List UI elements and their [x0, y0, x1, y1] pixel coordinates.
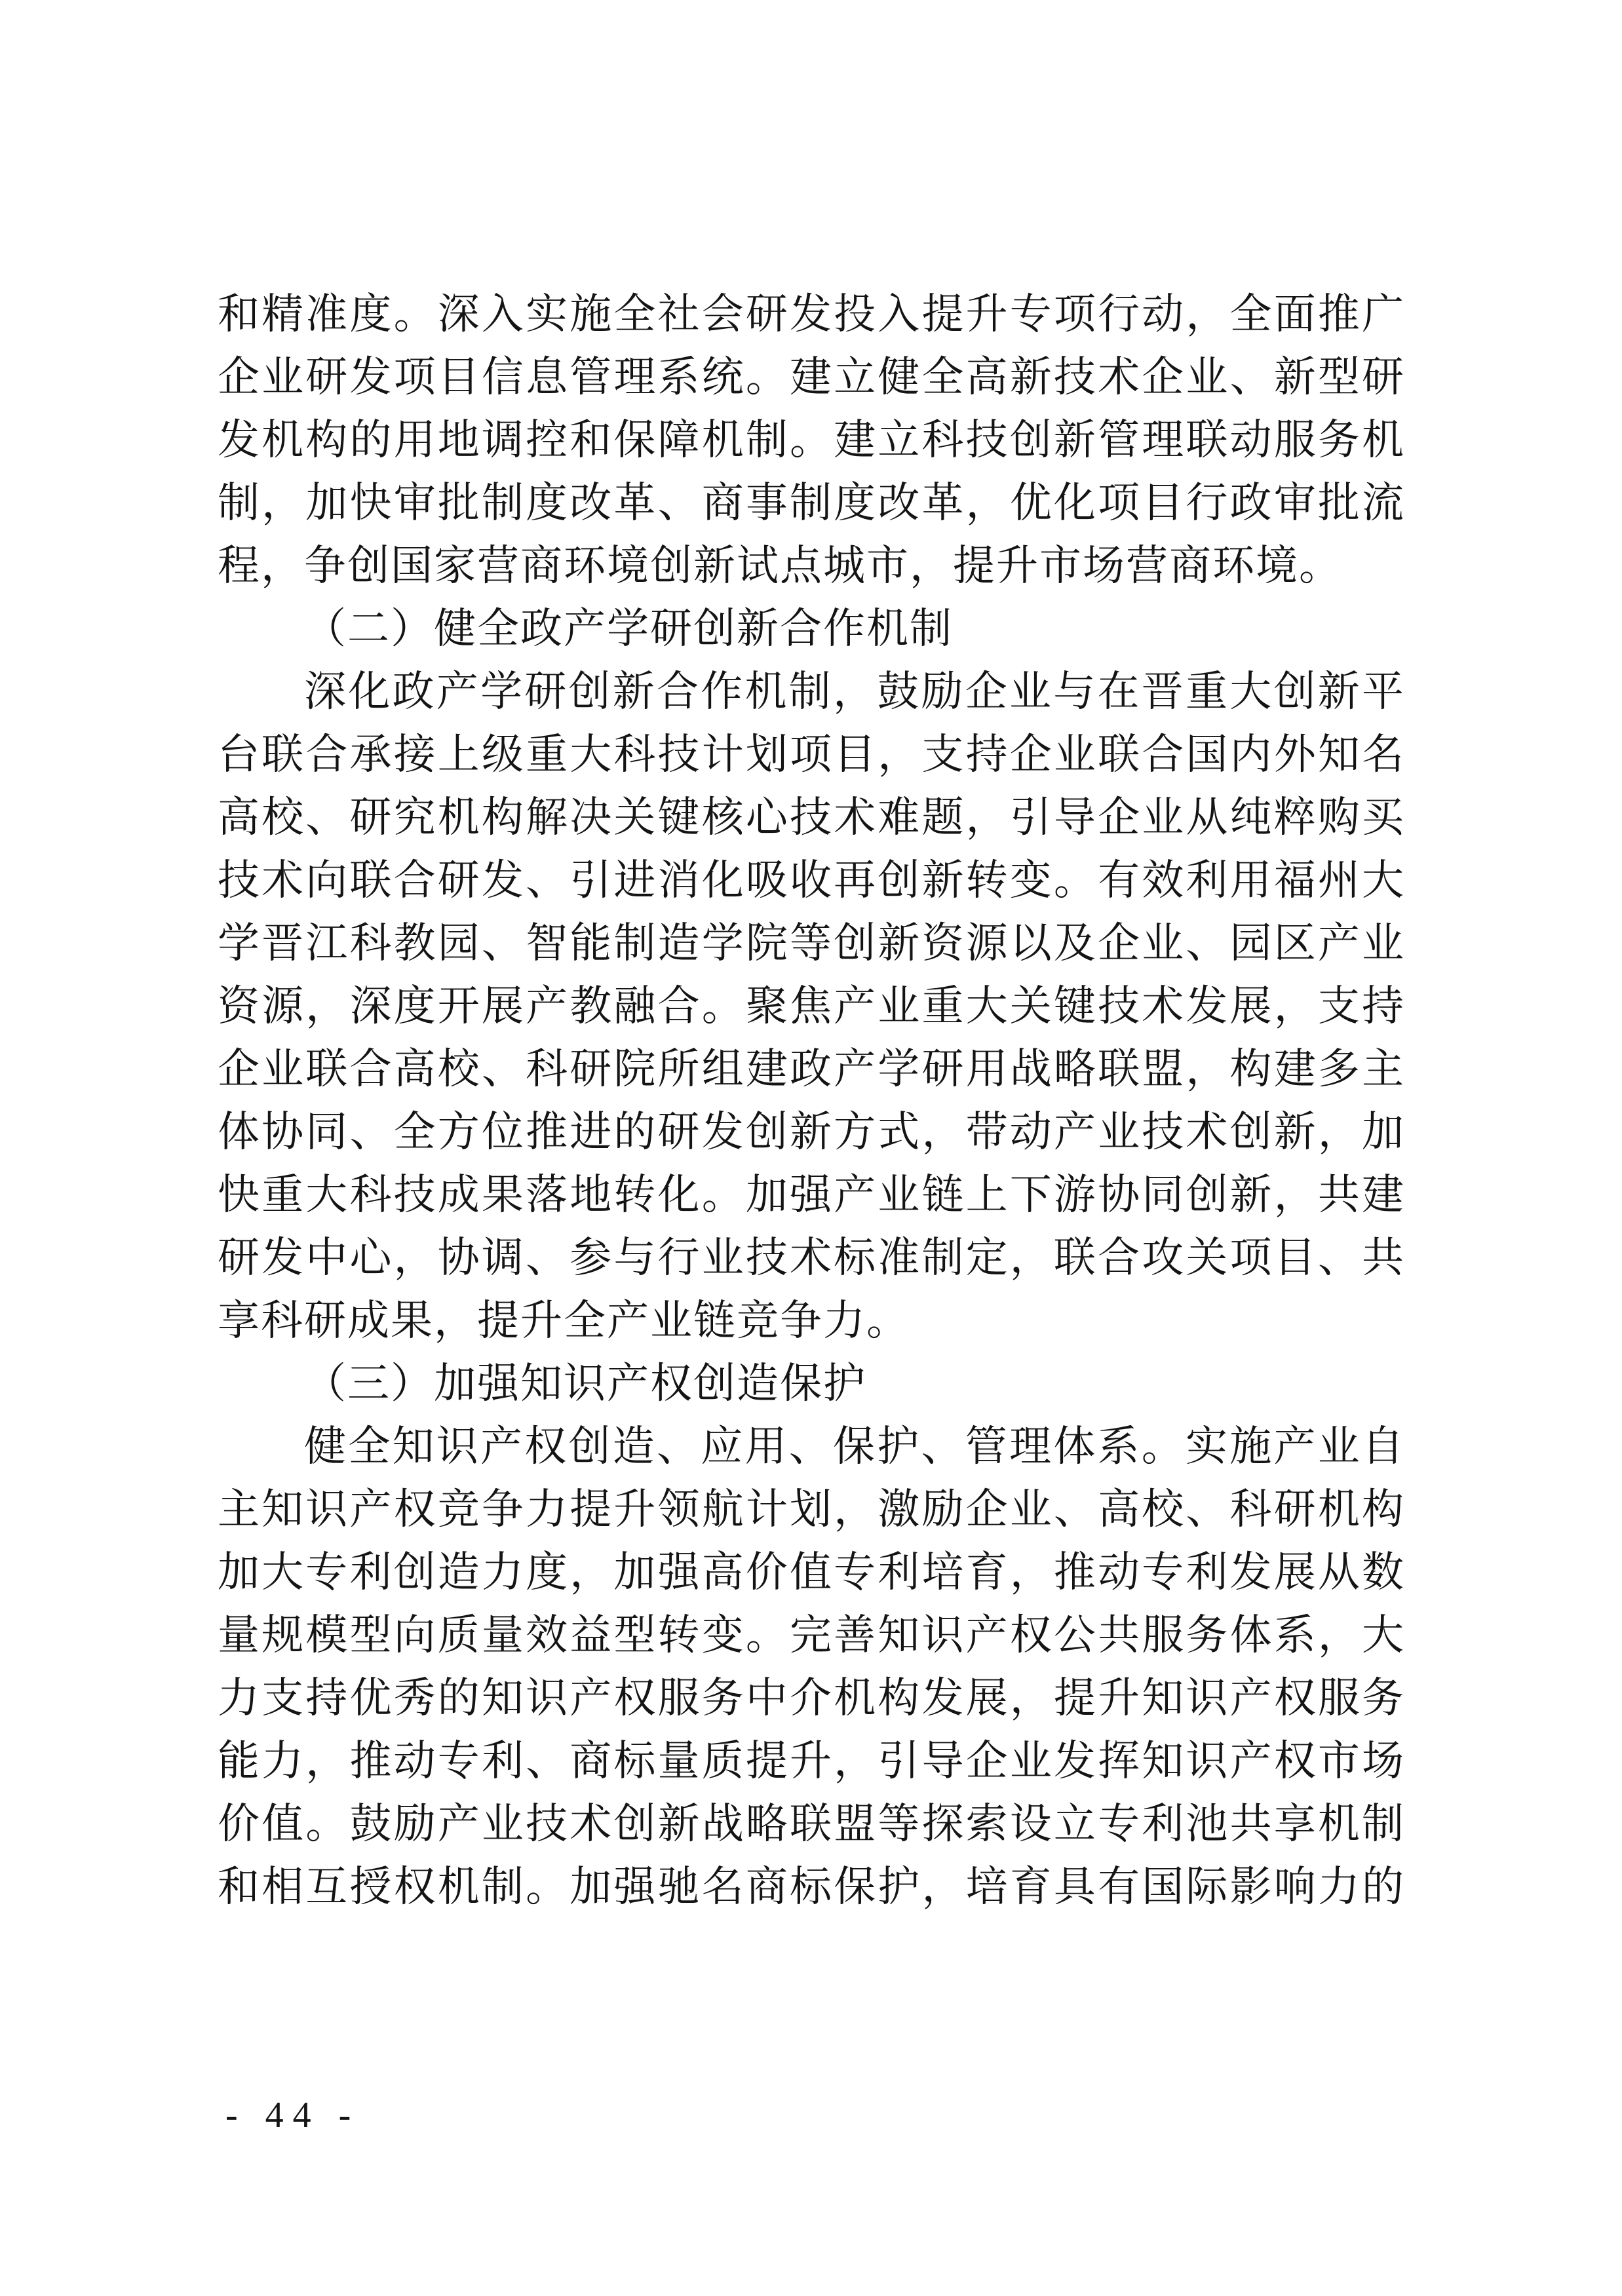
section-heading-2: （二）健全政产学研创新合作机制 — [304, 605, 953, 652]
para2-line-1: 深化政产学研创新合作机制，鼓励企业与在晋重大创新平 — [304, 668, 1405, 715]
para1-line-5: 程，争创国家营商环境创新试点城市，提升市场营商环境。 — [218, 543, 1342, 589]
para3-line-5: 力支持优秀的知识产权服务中介机构发展，提升知识产权服务 — [218, 1675, 1405, 1721]
para2-line-4: 技术向联合研发、引进消化吸收再创新转变。有效利用福州大 — [218, 857, 1405, 904]
para2-line-5: 学晋江科教园、智能制造学院等创新资源以及企业、园区产业 — [218, 920, 1405, 966]
para2-line-8: 体协同、全方位推进的研发创新方式，带动产业技术创新，加 — [218, 1109, 1405, 1155]
para3-line-3: 加大专利创造力度，加强高价值专利培育，推动专利发展从数 — [218, 1549, 1405, 1596]
para1-line-4: 制，加快审批制度改革、商事制度改革，优化项目行政审批流 — [218, 480, 1405, 526]
para1-line-2: 企业研发项目信息管理系统。建立健全高新技术企业、新型研 — [218, 354, 1405, 400]
para3-line-7: 价值。鼓励产业技术创新战略联盟等探索设立专利池共享机制 — [218, 1801, 1405, 1847]
para2-line-2: 台联合承接上级重大科技计划项目，支持企业联合国内外知名 — [218, 731, 1405, 778]
para3-line-2: 主知识产权竞争力提升领航计划，激励企业、高校、科研机构 — [218, 1486, 1405, 1533]
para2-line-10: 研发中心，协调、参与行业技术标准制定，联合攻关项目、共 — [218, 1234, 1405, 1281]
para1-line-3: 发机构的用地调控和保障机制。建立科技创新管理联动服务机 — [218, 417, 1405, 463]
para2-line-6: 资源，深度开展产教融合。聚焦产业重大关键技术发展，支持 — [218, 983, 1405, 1029]
page-number: - 44 - — [225, 2095, 360, 2135]
para2-line-9: 快重大科技成果落地转化。加强产业链上下游协同创新，共建 — [218, 1172, 1405, 1218]
para1-line-1: 和精准度。深入实施全社会研发投入提升专项行动，全面推广 — [218, 291, 1405, 337]
para3-line-4: 量规模型向质量效益型转变。完善知识产权公共服务体系，大 — [218, 1612, 1405, 1658]
section-heading-3: （三）加强知识产权创造保护 — [304, 1360, 866, 1407]
para2-line-11: 享科研成果，提升全产业链竞争力。 — [218, 1297, 910, 1344]
para3-line-6: 能力，推动专利、商标量质提升，引导企业发挥知识产权市场 — [218, 1738, 1405, 1784]
document-text-block — [218, 283, 1405, 1919]
para3-line-8: 和相互授权机制。加强驰名商标保护，培育具有国际影响力的 — [218, 1864, 1405, 1910]
para2-line-3: 高校、研究机构解决关键核心技术难题，引导企业从纯粹购买 — [218, 794, 1405, 841]
para3-line-1: 健全知识产权创造、应用、保护、管理体系。实施产业自 — [304, 1423, 1405, 1470]
para2-line-7: 企业联合高校、科研院所组建政产学研用战略联盟，构建多主 — [218, 1046, 1405, 1092]
